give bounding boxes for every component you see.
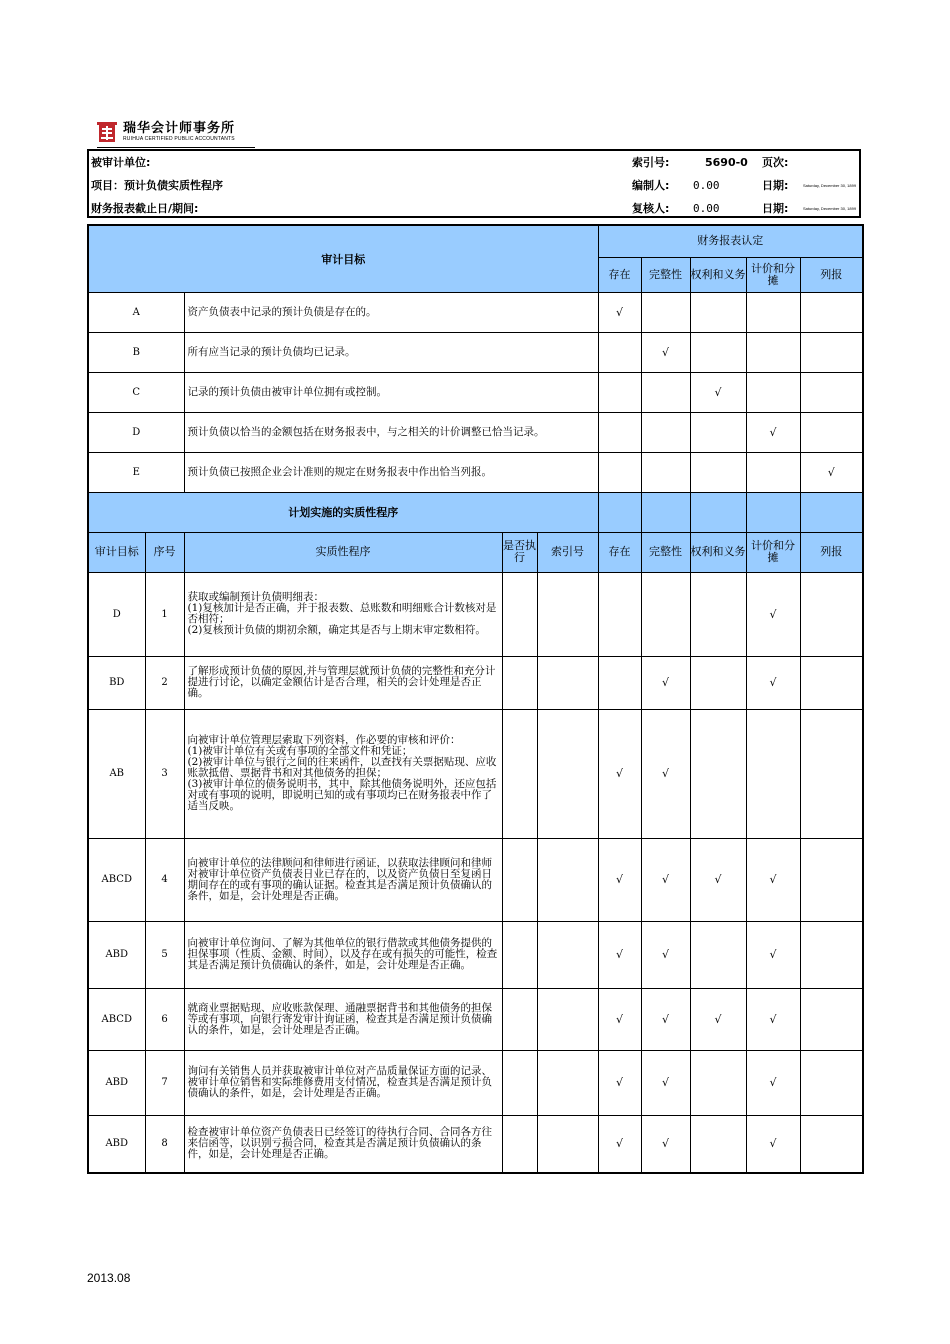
assertion-mark — [598, 372, 641, 412]
procedure-text: 向被审计单位询问、了解为其他单位的银行借款或其他债务提供的担保事项（性质、金额、时间），以及存在或有损失的可能性，检查其是否满足预计负债确认的条件，如是，会计处理是否正确。 — [184, 921, 502, 988]
procedure-objective: ABCD — [88, 838, 145, 921]
procedure-objective: ABD — [88, 921, 145, 988]
index-cell[interactable] — [537, 1115, 598, 1173]
assertion-mark: √ — [690, 838, 746, 921]
objective-code: C — [88, 372, 184, 412]
assertion-mark — [800, 372, 863, 412]
reviewer-label: 复核人: — [632, 202, 670, 215]
date-label-2: 日期: — [762, 202, 789, 215]
assertion-mark — [690, 452, 746, 492]
assertion-mark — [641, 292, 690, 332]
procedure-text: 获取或编制预计负债明细表： (1)复核加计是否正确，并于报表数、总账数和明细账合计数核对是否相符； (2)复核预计负债的期初余额，确定其是否与上期末审定数相符。 — [184, 572, 502, 656]
assertion-mark — [598, 452, 641, 492]
executed-cell[interactable] — [502, 988, 537, 1050]
column-header: 权利和义务 — [690, 532, 746, 572]
logo-underline — [97, 147, 255, 148]
assertion-mark — [800, 572, 863, 656]
assertion-mark — [598, 572, 641, 656]
assertion-mark: √ — [641, 1050, 690, 1115]
assertion-header: 列报 — [800, 257, 863, 292]
objective-code: D — [88, 412, 184, 452]
procedure-number: 1 — [145, 572, 184, 656]
procedure-number: 8 — [145, 1115, 184, 1173]
firm-name-en: RUIHUA CERTIFIED PUBLIC ACCOUNTANTS — [123, 136, 235, 142]
date-label-1: 日期: — [762, 179, 789, 192]
procedure-objective: ABD — [88, 1050, 145, 1115]
procedure-objective: ABCD — [88, 988, 145, 1050]
index-cell[interactable] — [537, 1050, 598, 1115]
column-header: 实质性程序 — [184, 532, 502, 572]
procedure-number: 2 — [145, 656, 184, 709]
procedure-text: 向被审计单位的法律顾问和律师进行函证，以获取法律顾问和律师对被审计单位资产负债表日业已存在的，以及资产负债日至复函日期间存在的或有事项的确认证据。检查其是否满足预计负债确认的条件，如是，会计处理是否正确。 — [184, 838, 502, 921]
assertion-mark: √ — [641, 656, 690, 709]
assertion-mark — [800, 332, 863, 372]
assertion-mark: √ — [598, 838, 641, 921]
index-cell[interactable] — [537, 921, 598, 988]
column-header: 索引号 — [537, 532, 598, 572]
procedure-text: 向被审计单位管理层索取下列资料，作必要的审核和评价： (1)被审计单位有关或有事项的全部文件和凭证； (2)被审计单位与银行之间的往来函件，以查找有关票据贴现、应收账款抵借、票据背书和对其他债务的担保； (3)被审计单位的债务说明书，其中，除其他债务说明外，还应包括对或有事项的说明，即说明已知的或有事项均已在财务报表中作了适当反映。 — [184, 709, 502, 838]
assertion-mark: √ — [746, 988, 800, 1050]
assertion-mark — [690, 292, 746, 332]
assertion-mark — [598, 656, 641, 709]
firm-logo — [97, 119, 235, 145]
assertion-header: 计价和分摊 — [746, 257, 800, 292]
procedure-row — [88, 988, 863, 1050]
assertion-mark — [800, 1115, 863, 1173]
procedure-row — [88, 656, 863, 709]
index-value: 5690-0 — [705, 156, 748, 169]
date-value-2: Saturday, December 30, 1899 — [803, 206, 857, 211]
objective-row — [88, 412, 863, 452]
index-cell[interactable] — [537, 988, 598, 1050]
assertion-mark: √ — [598, 921, 641, 988]
procedure-number: 4 — [145, 838, 184, 921]
procedure-row — [88, 709, 863, 838]
assertion-mark: √ — [598, 988, 641, 1050]
assertion-mark: √ — [641, 332, 690, 372]
executed-cell[interactable] — [502, 572, 537, 656]
assertion-header: 存在 — [598, 257, 641, 292]
procedure-objective: AB — [88, 709, 145, 838]
column-header: 是否执行 — [502, 532, 537, 572]
audit-program-table — [87, 224, 864, 1174]
assertion-mark: √ — [746, 1050, 800, 1115]
assertion-mark — [690, 921, 746, 988]
objective-code: B — [88, 332, 184, 372]
procedure-row — [88, 838, 863, 921]
assertion-mark: √ — [598, 1115, 641, 1173]
assertion-mark: √ — [800, 452, 863, 492]
procedure-number: 3 — [145, 709, 184, 838]
assertion-mark — [800, 412, 863, 452]
assertion-mark — [746, 292, 800, 332]
assertion-mark — [800, 292, 863, 332]
version-footer: 2013.08 — [87, 1271, 131, 1285]
procedure-row — [88, 1050, 863, 1115]
procedure-objective: BD — [88, 656, 145, 709]
assertion-header: 权利和义务 — [690, 257, 746, 292]
assertion-mark: √ — [690, 988, 746, 1050]
objective-row — [88, 292, 863, 332]
assertion-mark: √ — [641, 709, 690, 838]
assertion-mark — [746, 372, 800, 412]
assertion-mark: √ — [641, 921, 690, 988]
objective-text: 预计负债以恰当的金额包括在财务报表中，与之相关的计价调整已恰当记录。 — [184, 412, 598, 452]
procedure-objective: ABD — [88, 1115, 145, 1173]
assertion-mark: √ — [746, 656, 800, 709]
assertion-mark: √ — [641, 838, 690, 921]
procedure-text: 了解形成预计负债的原因,并与管理层就预计负债的完整性和充分计提进行讨论，以确定金额估计是否合理，相关的会计处理是否正确。 — [184, 656, 502, 709]
preparer-value: 0.00 — [693, 179, 720, 192]
assertion-mark — [690, 1050, 746, 1115]
procedure-row — [88, 1115, 863, 1173]
objective-text: 所有应当记录的预计负债均已记录。 — [184, 332, 598, 372]
column-header: 序号 — [145, 532, 184, 572]
assertion-mark — [641, 372, 690, 412]
assertion-mark — [641, 412, 690, 452]
column-header: 存在 — [598, 532, 641, 572]
index-cell[interactable] — [537, 572, 598, 656]
assertion-mark — [746, 452, 800, 492]
executed-cell[interactable] — [502, 656, 537, 709]
procedure-row — [88, 921, 863, 988]
procedure-number: 7 — [145, 1050, 184, 1115]
procedures-title: 计划实施的实质性程序 — [88, 492, 598, 532]
firm-name-cn: 瑞华会计师事务所 — [123, 121, 236, 136]
assertion-mark — [800, 1050, 863, 1115]
objective-code: E — [88, 452, 184, 492]
assertion-mark: √ — [641, 1115, 690, 1173]
assertion-mark: √ — [598, 709, 641, 838]
objective-row — [88, 452, 863, 492]
index-cell[interactable] — [537, 838, 598, 921]
period-label: 财务报表截止日/期间: — [91, 202, 199, 215]
reviewer-value: 0.00 — [693, 202, 720, 215]
assertion-mark — [690, 1115, 746, 1173]
objectives-title: 审计目标 — [88, 225, 598, 292]
page-label: 页次: — [762, 156, 789, 169]
executed-cell[interactable] — [502, 1115, 537, 1173]
objective-text: 资产负债表中记录的预计负债是存在的。 — [184, 292, 598, 332]
assertion-mark — [690, 412, 746, 452]
workpaper-header — [87, 149, 861, 218]
objective-row — [88, 332, 863, 372]
objective-row — [88, 372, 863, 412]
executed-cell[interactable] — [502, 921, 537, 988]
project-label: 项目：预计负债实质性程序 — [91, 179, 223, 192]
assertion-mark — [690, 709, 746, 838]
assertion-mark: √ — [598, 1050, 641, 1115]
assertion-mark: √ — [746, 838, 800, 921]
assertion-mark — [800, 921, 863, 988]
assertion-mark — [690, 656, 746, 709]
procedure-text: 就商业票据贴现、应收账款保理、通融票据背书和其他债务的担保等或有事项，向银行寄发审计询证函，检查其是否满足预计负债确认的条件，如是，会计处理是否正确。 — [184, 988, 502, 1050]
procedure-text: 询问有关销售人员并获取被审计单位对产品质量保证方面的记录、被审计单位销售和实际维修费用支付情况，检查其是否满足预计负债确认的条件，如是，会计处理是否正确。 — [184, 1050, 502, 1115]
client-label: 被审计单位: — [91, 156, 151, 169]
index-cell[interactable] — [537, 656, 598, 709]
executed-cell[interactable] — [502, 709, 537, 838]
date-value-1: Saturday, December 30, 1899 — [803, 183, 857, 188]
procedure-text: 检查被审计单位资产负债表日已经签订的待执行合同、合同各方往来信函等，以识别亏损合同，检查其是否满足预计负债确认的条件，如是，会计处理是否正确。 — [184, 1115, 502, 1173]
assertion-mark: √ — [598, 292, 641, 332]
assertion-mark — [800, 656, 863, 709]
executed-cell[interactable] — [502, 838, 537, 921]
assertion-mark — [800, 988, 863, 1050]
assertion-mark — [690, 572, 746, 656]
column-header: 审计目标 — [88, 532, 145, 572]
assertion-mark — [598, 332, 641, 372]
assertion-mark: √ — [746, 921, 800, 988]
column-header: 列报 — [800, 532, 863, 572]
assertion-mark — [800, 838, 863, 921]
procedure-number: 6 — [145, 988, 184, 1050]
procedure-number: 5 — [145, 921, 184, 988]
column-header: 计价和分摊 — [746, 532, 800, 572]
preparer-label: 编制人: — [632, 179, 670, 192]
firm-seal-icon — [97, 120, 117, 144]
assertion-mark — [598, 412, 641, 452]
assertion-mark — [746, 332, 800, 372]
assertion-mark — [800, 709, 863, 838]
index-label: 索引号: — [632, 156, 670, 169]
assertion-mark: √ — [641, 988, 690, 1050]
assertion-mark: √ — [746, 1115, 800, 1173]
index-cell[interactable] — [537, 709, 598, 838]
assertion-mark: √ — [746, 412, 800, 452]
procedure-row — [88, 572, 863, 656]
assertion-mark — [641, 452, 690, 492]
executed-cell[interactable] — [502, 1050, 537, 1115]
objective-code: A — [88, 292, 184, 332]
objective-text: 预计负债已按照企业会计准则的规定在财务报表中作出恰当列报。 — [184, 452, 598, 492]
assertion-header: 完整性 — [641, 257, 690, 292]
objective-text: 记录的预计负债由被审计单位拥有或控制。 — [184, 372, 598, 412]
assertion-mark: √ — [746, 572, 800, 656]
column-header: 完整性 — [641, 532, 690, 572]
assertion-mark — [690, 332, 746, 372]
assertions-title: 财务报表认定 — [598, 225, 863, 257]
procedure-objective: D — [88, 572, 145, 656]
assertion-mark — [746, 709, 800, 838]
assertion-mark: √ — [690, 372, 746, 412]
assertion-mark — [641, 572, 690, 656]
